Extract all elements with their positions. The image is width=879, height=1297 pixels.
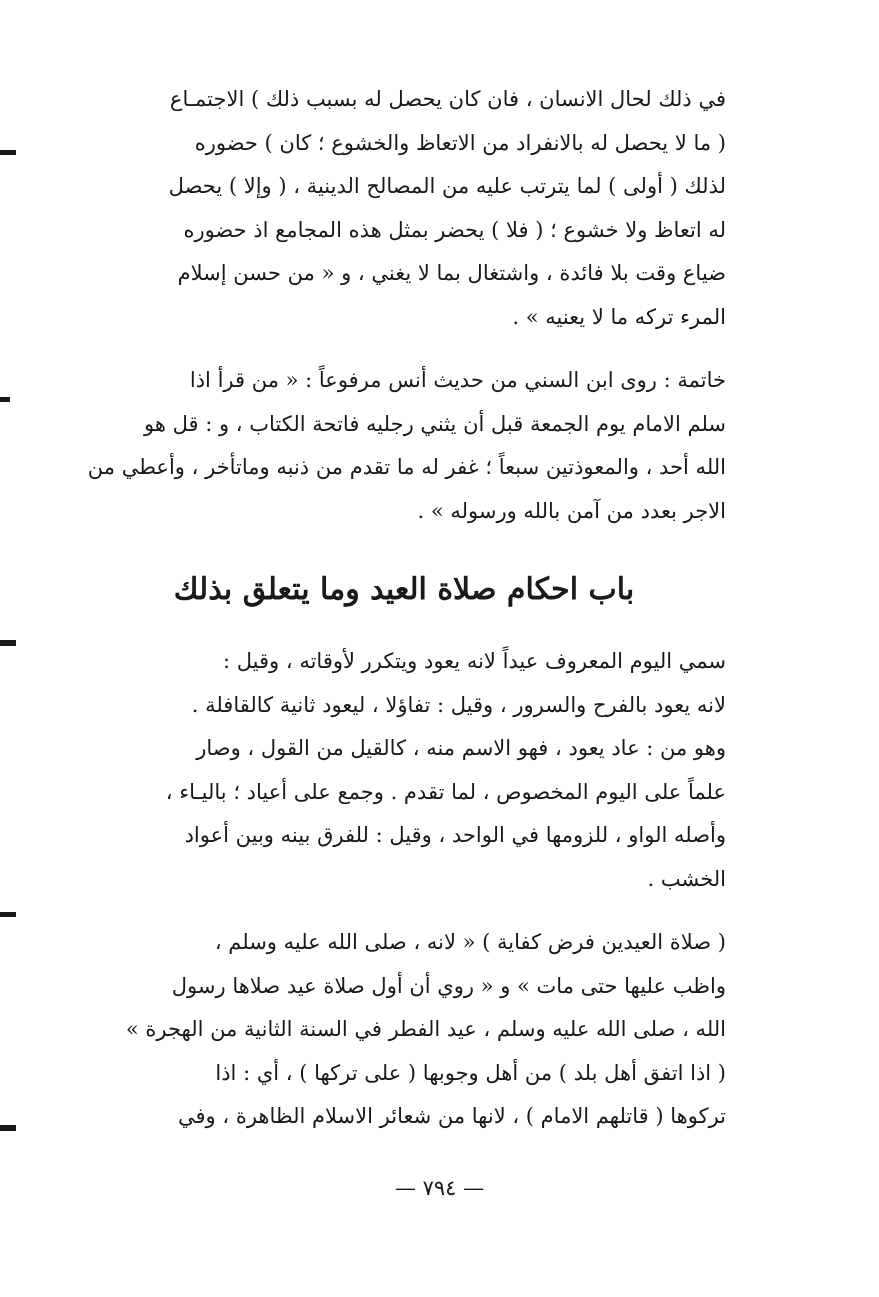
text-line: واظب عليها حتى مات » و « روي أن أول صلاة عيد صلاها رسول <box>171 973 726 998</box>
margin-mark <box>0 912 16 917</box>
text-line: علماً على اليوم المخصوص ، لما تقدم . وجمع على أعياد ؛ باليـاء ، <box>165 779 726 804</box>
paragraph-eid-ruling <box>82 921 726 1139</box>
text-line: ضياع وقت بلا فائدة ، واشتغال بما لا يغني ، و « من حسن إسلام <box>177 261 726 285</box>
text-line: ( صلاة العيدين فرض كفاية ) « لانه ، صلى الله عليه وسلم ، <box>214 930 726 954</box>
text-line: الاجر بعدد من آمن بالله ورسوله » . <box>417 498 726 523</box>
text-line: وهو من : عاد يعود ، فهو الاسم منه ، كالقيل من القول ، وصار <box>196 736 726 760</box>
text-line: سلم الامام يوم الجمعة قبل أن يثني رجليه فاتحة الكتاب ، و : قل هو <box>144 411 726 436</box>
text-line: خاتمة : روى ابن السني من حديث أنس مرفوعاً : « من قرأ اذا <box>189 368 726 392</box>
paragraph-khatima <box>82 359 726 533</box>
text-line: سمي اليوم المعروف عيداً لانه يعود ويتكرر لأوقاته ، وقيل : <box>223 649 726 673</box>
text-line: الله أحد ، والمعوذتين سبعاً ؛ غفر له ما تقدم من ذنبه وماتأخر ، وأعطي من <box>87 455 726 479</box>
paragraph-eid-definition <box>82 640 726 901</box>
text-line: المرء تركه ما لا يعنيه » . <box>512 304 726 329</box>
text-line: في ذلك لحال الانسان ، فان كان يحصل له بسبب ذلك ) الاجتمـاع <box>169 87 726 111</box>
margin-mark <box>0 397 10 402</box>
margin-mark <box>0 1125 16 1131</box>
margin-mark <box>0 150 16 155</box>
text-line: لذلك ( أولى ) لما يترتب عليه من المصالح الدينية ، ( وإلا ) يحصل <box>168 174 726 198</box>
text-line: تركوها ( قاتلهم الامام ) ، لانها من شعائر الاسلام الظاهرة ، وفي <box>178 1104 726 1128</box>
text-line: الله ، صلى الله عليه وسلم ، عيد الفطر في السنة الثانية من الهجرة » <box>125 1017 726 1041</box>
chapter-heading: باب احكام صلاة العيد وما يتعلق بذلك <box>173 572 635 607</box>
margin-mark <box>0 640 16 646</box>
text-line: ( ما لا يحصل له بالانفراد من الاتعاظ والخشوع ؛ كان ) حضوره <box>194 130 726 155</box>
text-line: له اتعاظ ولا خشوع ؛ ( فلا ) يحضر بمثل هذه المجامع اذ حضوره <box>183 217 726 242</box>
text-line: الخشب . <box>647 866 726 891</box>
page-number: — ٧٩٤ — <box>394 1176 485 1200</box>
text-line: لانه يعود بالفرح والسرور ، وقيل : تفاؤلا ، ليعود ثانية كالقافلة . <box>191 692 726 717</box>
text-line: وأصله الواو ، للزومها في الواحد ، وقيل : للفرق بينه وبين أعواد <box>184 823 726 847</box>
text-line: ( اذا اتفق أهل بلد ) من أهل وجوبها ( على تركها ) ، أي : اذا <box>215 1060 726 1085</box>
paragraph-continuation <box>82 78 726 339</box>
